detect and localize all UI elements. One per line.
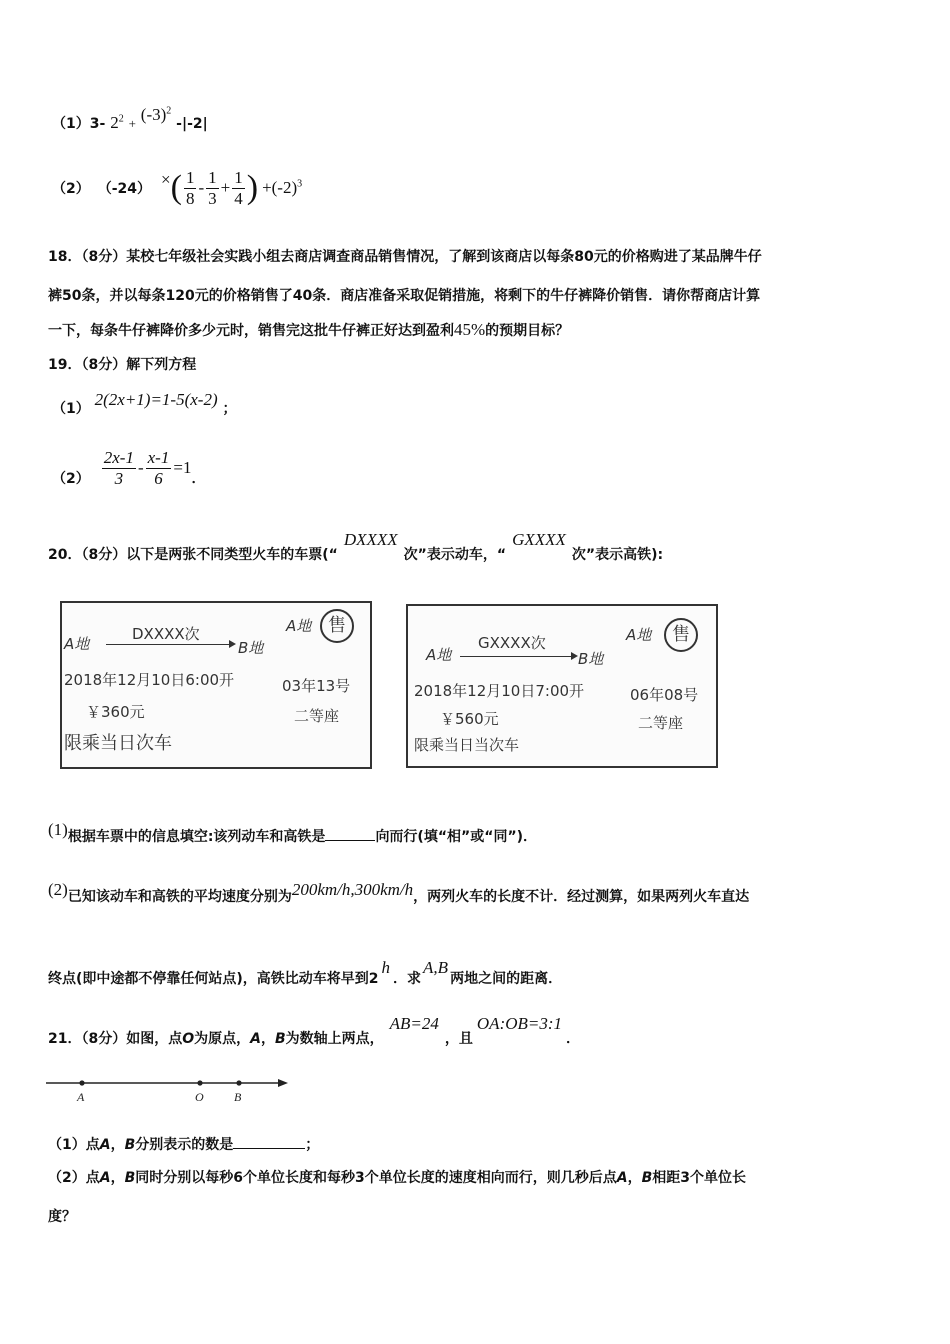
- q18-line-1: 18．（8分）某校七年级社会实践小组去商店调查商品销售情况，了解到该商店以每条80元的价格购进了某品牌牛仔: [48, 249, 762, 265]
- q21-intro-d: ，且: [444, 1031, 473, 1047]
- q21-sub-1-b: B: [124, 1137, 136, 1153]
- axis-label-o: O: [195, 1090, 204, 1104]
- q19-eq2-f1-num: 2x-1: [103, 447, 134, 467]
- q20-dxxxx: DXXXX: [343, 530, 398, 549]
- q19-eq1-end: ；: [222, 401, 237, 417]
- calc-2-fraction-2-num: 1: [208, 167, 217, 187]
- q21-sub-1-comma: ，: [110, 1137, 125, 1153]
- ticket-2-from: A地: [426, 646, 452, 664]
- q20-intro: [48, 530, 664, 563]
- q18-line-2: 裤50条，并以每条120元的价格销售了40条．商店准备采取促销措施，将剩下的牛仔裤降价销售．请你帮商店计算: [48, 288, 761, 304]
- q20-intro-b: 次”表示动车，“: [403, 547, 507, 563]
- q20-sub-2-speeds: 200km/h,300km/h: [291, 880, 414, 899]
- q21-intro: [48, 1014, 581, 1047]
- calc-2-fraction-1-num: 1: [185, 167, 195, 187]
- calc-2-fraction-3-num: 1: [234, 167, 243, 187]
- ticket-2-station: A地: [626, 626, 652, 644]
- ticket-2-to: B地: [578, 650, 604, 668]
- q19-eq2-fraction-1: [102, 448, 136, 489]
- calc-1-label: （1）: [52, 116, 90, 132]
- q20-sub-1-text: 根据车票中的信息填空:该列动车和高铁是: [67, 829, 326, 845]
- q20-sub-2-text-b: ，两列火车的长度不计．经过测算，如果两列火车直达: [413, 889, 750, 905]
- calc-2-fraction-2: [206, 168, 219, 209]
- q21-sub-2-comma2: ，: [627, 1170, 642, 1186]
- q18-percent: 45%: [454, 320, 486, 339]
- q20-sub-1: [48, 820, 538, 846]
- calc-2-open-paren: (: [170, 169, 182, 206]
- calc-1-neg-three-exp: 2: [166, 105, 172, 117]
- axis-label-a: A: [77, 1090, 85, 1104]
- q21-sub-2-text: （2）点: [48, 1170, 100, 1186]
- q19-eq2-fraction-2: [146, 448, 172, 489]
- calc-2-fraction-1: [184, 168, 197, 209]
- ticket-2-price: ￥560元: [440, 710, 499, 728]
- q20-sub-2-two: 2: [368, 971, 379, 987]
- q21-sub-2-text-b: 同时分别以每秒6个单位长度和每秒3个单位长度的速度相向而行，则几秒后点: [135, 1170, 617, 1186]
- ticket-2-seat: 06年08号: [630, 686, 699, 704]
- number-line: [44, 1074, 294, 1104]
- calc-2-plus: +: [220, 178, 231, 197]
- q19-eq1-formula: 2(2x+1)=1-5(x-2): [94, 390, 218, 409]
- q19-eq2-f1-den: 3: [114, 468, 124, 488]
- q20-sub-2-ab: A,B: [423, 958, 449, 977]
- ticket-1-price: ￥360元: [86, 703, 145, 721]
- q21-point-b: B: [274, 1031, 286, 1047]
- q21-sub-1: [48, 1134, 319, 1154]
- q20-intro-a: 20．（8分）以下是两张不同类型火车的车票(“: [48, 547, 338, 563]
- q21-sub-1-answer-blank: [233, 1134, 305, 1149]
- calc-2-minus: -: [198, 178, 205, 197]
- axis-label-b: B: [234, 1090, 242, 1104]
- q19-title: 19．（8分）解下列方程: [48, 357, 197, 373]
- ticket-1-note: 限乘当日次车: [64, 733, 172, 754]
- q20-sub-2-hour: h: [381, 958, 391, 977]
- q21-sub-1-end: ；: [305, 1137, 320, 1153]
- calc-2-fraction-3-den: 4: [234, 188, 243, 208]
- calc-1-power-exp: 2: [118, 113, 124, 125]
- q20-gxxxx: GXXXX: [512, 530, 566, 549]
- calc-2-times: ×: [161, 170, 171, 189]
- q21-sub-2-a2: A: [616, 1170, 628, 1186]
- calc-1-neg-three: (-3): [140, 105, 167, 124]
- q20-sub-2-text: 已知该动车和高铁的平均速度分别为: [67, 889, 292, 905]
- q19-equation-2: [52, 446, 205, 490]
- ticket-2-sold-stamp: 售: [664, 618, 698, 652]
- calc-2-tail-exp: 3: [297, 178, 303, 190]
- ticket-1-from: A地: [64, 635, 90, 653]
- number-line-arrow: [278, 1079, 288, 1087]
- calc-item-1: [52, 105, 208, 133]
- q18-line-3: [48, 320, 569, 340]
- ticket-dongche: [60, 601, 372, 769]
- q21-sub-2-line-2: 度？: [48, 1209, 76, 1225]
- q21-sub-1-a: A: [99, 1137, 111, 1153]
- q20-sub-2-text-c: 终点(即中途都不停靠任何站点)，高铁比动车将早到: [48, 971, 369, 987]
- ticket-1-sold-stamp: 售: [320, 609, 354, 643]
- q21-sub-2-comma: ，: [110, 1170, 125, 1186]
- q20-sub-2-text-d: ．求: [393, 971, 422, 987]
- calc-2-tail: +(-2): [262, 178, 298, 197]
- calc-item-2: [52, 163, 302, 213]
- number-line-point-b: [236, 1080, 241, 1085]
- q21-sub-1-text: （1）点: [48, 1137, 100, 1153]
- ticket-1-class: 二等座: [294, 707, 340, 725]
- ticket-1-datetime: 2018年12月10日6:00开: [64, 671, 235, 689]
- calc-2-close-paren: ): [246, 169, 259, 206]
- ticket-2-datetime: 2018年12月10日7:00开: [414, 682, 585, 700]
- ticket-1-to: B地: [238, 639, 264, 657]
- ticket-1-arrow: [106, 644, 234, 645]
- ticket-2-note: 限乘当日当次车: [414, 736, 520, 754]
- q21-sub-2-line-1: [48, 1167, 746, 1187]
- q20-sub-1-answer-blank: [325, 826, 375, 841]
- calc-1-power-base: 2: [110, 113, 119, 132]
- q19-eq2-f2-num: x-1: [147, 447, 170, 467]
- q20-sub-2-text-e: 两地之间的距离．: [450, 971, 563, 987]
- ticket-2-class: 二等座: [638, 714, 684, 732]
- calc-2-label: （2）: [52, 181, 90, 197]
- q21-point-o: O: [182, 1031, 195, 1047]
- q21-intro-b: 为原点，: [194, 1031, 251, 1047]
- ticket-2-train: GXXXX次: [478, 634, 546, 652]
- q21-intro-c: 为数轴上两点，: [285, 1031, 384, 1047]
- calc-1-tail: -|-2|: [176, 116, 208, 132]
- q21-comma: ，: [260, 1031, 275, 1047]
- q20-sub-1-num: (1): [48, 820, 68, 839]
- q21-sub-2-b: B: [124, 1170, 136, 1186]
- q21-ab-eq: AB=24: [389, 1014, 439, 1033]
- q21-sub-1-text-b: 分别表示的数是: [135, 1137, 234, 1153]
- number-line-point-o: [197, 1080, 202, 1085]
- q19-eq2-rhs: =1: [173, 458, 192, 477]
- q19-equation-1: [52, 390, 237, 417]
- q21-ratio-eq: OA:OB=3:1: [476, 1014, 563, 1033]
- q18-line-3-end: 的预期目标？: [485, 323, 570, 339]
- q21-intro-a: 21．（8分）如图，点: [48, 1031, 183, 1047]
- q20-sub-2-line-1: [48, 880, 750, 906]
- number-line-point-a: [79, 1080, 84, 1085]
- calc-2-fraction-2-den: 3: [208, 188, 217, 208]
- q21-intro-e: ．: [566, 1031, 581, 1047]
- q19-eq2-f2-den: 6: [154, 468, 163, 488]
- q19-eq2-minus: -: [137, 458, 144, 477]
- q21-sub-2-text-c: 相距3个单位长: [652, 1170, 747, 1186]
- q19-eq1-label: （1）: [52, 401, 90, 417]
- calc-2-fraction-3: [232, 168, 245, 209]
- q20-intro-c: 次”表示高铁):: [571, 547, 664, 563]
- q18-line-3-text: 一下，每条牛仔裤降价多少元时，销售完这批牛仔裤正好达到盈利: [48, 323, 454, 339]
- q19-eq2-end: ．: [191, 471, 206, 487]
- q19-eq2-label: （2）: [52, 471, 90, 487]
- q21-sub-2-a: A: [99, 1170, 111, 1186]
- calc-1-plus: +: [128, 116, 136, 131]
- ticket-gaotie: [406, 604, 718, 768]
- q20-sub-2-num: (2): [48, 880, 68, 899]
- ticket-2-arrow: [460, 656, 576, 657]
- q20-sub-2-line-2: [48, 958, 563, 987]
- ticket-1-station: A地: [286, 617, 312, 635]
- ticket-1-train: DXXXX次: [132, 625, 200, 643]
- calc-2-lead: （-24）: [97, 181, 152, 197]
- q21-point-a: A: [250, 1031, 261, 1047]
- q21-sub-2-b2: B: [641, 1170, 653, 1186]
- calc-1-lead: 3-: [89, 116, 106, 132]
- ticket-1-seat: 03年13号: [282, 677, 351, 695]
- q20-sub-1-text-end: 向而行(填“相”或“同”)．: [375, 829, 538, 845]
- calc-2-fraction-1-den: 8: [185, 188, 195, 208]
